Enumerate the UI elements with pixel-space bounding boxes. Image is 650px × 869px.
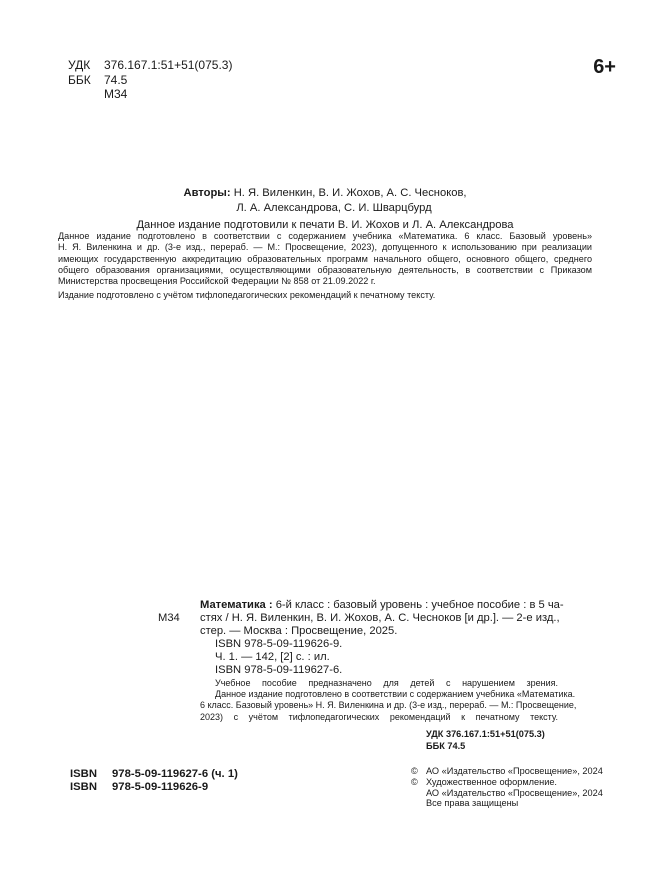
annotation-line: 6 класс. Базовый уровень» Н. Я. Виленкина и др. (3-е изд., перераб. — М.: Просвещение, xyxy=(200,700,577,711)
catalog-annotation xyxy=(200,678,577,723)
catalog-card xyxy=(158,599,577,752)
catalog-isbn-part: ISBN 978-5-09-119627-6. xyxy=(215,664,343,676)
catalog-line-3: стер. — Москва : Просвещение, 2025. xyxy=(200,625,398,637)
annotation-line: Учебное пособие предназначено для детей с нарушением зрения. xyxy=(215,678,558,688)
copyright-symbol: © xyxy=(411,776,418,787)
catalog-part: Ч. 1. — 142, [2] с. : ил. xyxy=(215,651,330,663)
note-line: имеющих государственную аккредитацию образовательных программ начального общего, основного общего, среднего xyxy=(58,253,592,264)
authors-line-1: Н. Я. Виленкин, В. И. Жохов, А. С. Чесноков, xyxy=(230,187,467,199)
catalog-title: Математика : xyxy=(200,599,273,611)
prepared-by: Данное издание подготовили к печати В. И. Жохов и Л. А. Александрова xyxy=(136,219,514,231)
authors-line-2: Л. А. Александрова, С. И. Шварцбурд xyxy=(236,202,432,214)
note-line: общего образования организациями, осуществляющими образовательную деятельность, в соответствии с Приказом xyxy=(58,264,592,275)
bbk-label: ББК xyxy=(68,72,91,87)
catalog-isbn-set: ISBN 978-5-09-119626-9. xyxy=(215,638,343,650)
isbn-set: 978-5-09-119626-9 xyxy=(112,781,209,793)
note-line: Н. Я. Виленкина и др. (3-е изд., перераб. — М.: Просвещение, 2023), допущенного к использованию при реализации xyxy=(58,242,592,253)
isbn-label: ISBN xyxy=(70,781,97,793)
copyright-line-4: Все права защищены xyxy=(426,798,519,809)
isbn-block xyxy=(70,768,238,794)
copyright-symbol: © xyxy=(411,766,418,776)
annotation-line: 2023) с учётом тифлопедагогических рекомендаций к печатному тексту. xyxy=(200,711,558,722)
authors-block xyxy=(0,186,650,233)
catalog-bbk: ББК 74.5 xyxy=(426,740,466,751)
copyright-line-1: АО «Издательство «Просвещение», 2024 xyxy=(426,766,603,776)
catalog-classification xyxy=(426,728,558,752)
classification-header xyxy=(68,58,232,102)
age-rating: 6+ xyxy=(593,56,616,78)
copyright-block xyxy=(411,766,603,809)
catalog-line-2: стях / Н. Я. Виленкин, В. И. Жохов, А. С. Чесноков [и др.]. — 2-е изд., xyxy=(200,612,560,624)
isbn-label: ISBN xyxy=(70,768,97,780)
catalog-index: М34 xyxy=(158,612,180,624)
author-mark: М34 xyxy=(104,87,128,101)
authors-label: Авторы: xyxy=(183,187,231,199)
copyright-line-3: АО «Издательство «Просвещение», 2024 xyxy=(426,787,603,798)
bbk-value: 74.5 xyxy=(104,72,128,87)
note-line: Министерства просвещения Российской Федерации № 858 от 21.09.2022 г. xyxy=(58,276,376,287)
edition-note xyxy=(58,231,592,287)
catalog-udk: УДК 376.167.1:51+51(075.3) xyxy=(426,728,545,739)
tiflo-note: Издание подготовлено с учётом тифлопедагогических рекомендаций к печатному тексту. xyxy=(58,290,436,300)
udk-value: 376.167.1:51+51(075.3) xyxy=(104,58,233,72)
note-line: Данное издание подготовлено в соответствии с содержанием учебника «Математика. 6 класс. Базовый уровень» xyxy=(58,231,592,241)
annotation-line: Данное издание подготовлено в соответствии с содержанием учебника «Математика. xyxy=(215,689,576,700)
copyright-line-2: Художественное оформление. xyxy=(426,776,557,787)
catalog-line-1: 6-й класс : базовый уровень : учебное пособие : в 5 ча- xyxy=(272,599,564,611)
isbn-part-1: 978-5-09-119627-6 (ч. 1) xyxy=(112,768,238,780)
udk-label: УДК xyxy=(68,58,91,72)
